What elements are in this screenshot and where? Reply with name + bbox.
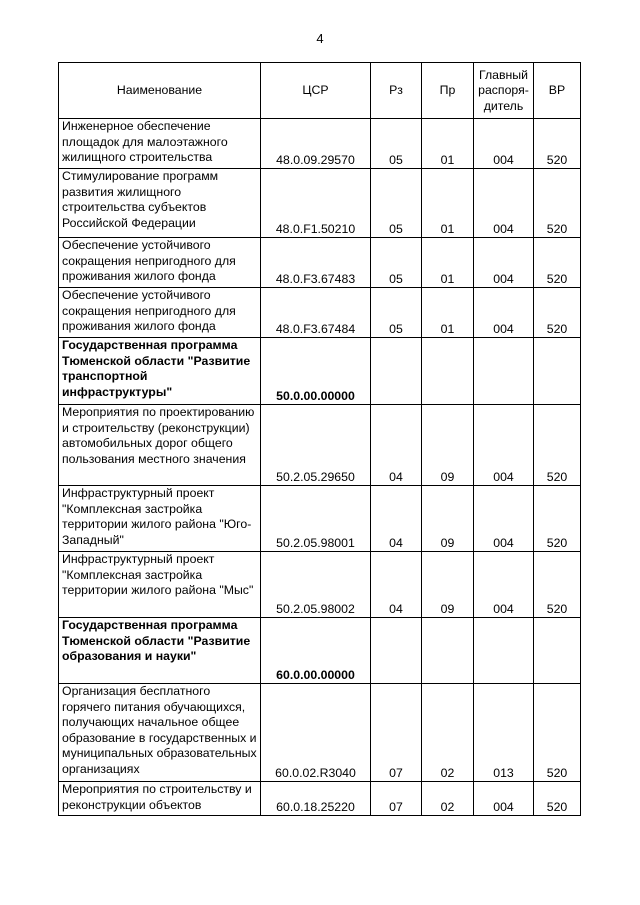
cell-pr bbox=[422, 618, 474, 684]
cell-vr: 520 bbox=[534, 288, 581, 338]
cell-csr: 50.2.05.29650 bbox=[261, 405, 371, 486]
table-row bbox=[59, 119, 581, 169]
cell-main-manager: 004 bbox=[474, 782, 534, 816]
cell-main-manager: 013 bbox=[474, 684, 534, 782]
cell-main-manager bbox=[474, 338, 534, 405]
cell-main-manager: 004 bbox=[474, 486, 534, 552]
cell-pr: 09 bbox=[422, 552, 474, 618]
cell-rz: 05 bbox=[371, 169, 422, 238]
cell-csr: 60.0.18.25220 bbox=[261, 782, 371, 816]
cell-name: Инфраструктурный проект "Комплексная застройка территории жилого района "Юго-Западный" bbox=[59, 486, 261, 552]
cell-csr: 50.2.05.98002 bbox=[261, 552, 371, 618]
cell-csr: 60.0.02.R3040 bbox=[261, 684, 371, 782]
cell-name: Организация бесплатного горячего питания обучающихся, получающих начальное общее образование в государственных и муниципальных образовательных организациях bbox=[59, 684, 261, 782]
cell-main-manager: 004 bbox=[474, 169, 534, 238]
cell-pr: 01 bbox=[422, 119, 474, 169]
cell-main-manager: 004 bbox=[474, 405, 534, 486]
header-csr: ЦСР bbox=[261, 63, 371, 119]
cell-main-manager: 004 bbox=[474, 238, 534, 288]
cell-rz: 05 bbox=[371, 288, 422, 338]
cell-vr: 520 bbox=[534, 486, 581, 552]
cell-csr: 50.2.05.98001 bbox=[261, 486, 371, 552]
cell-csr: 48.0.F3.67484 bbox=[261, 288, 371, 338]
cell-csr: 48.0.F1.50210 bbox=[261, 169, 371, 238]
table-row bbox=[59, 684, 581, 782]
cell-vr: 520 bbox=[534, 169, 581, 238]
cell-main-manager: 004 bbox=[474, 288, 534, 338]
cell-vr: 520 bbox=[534, 552, 581, 618]
budget-table bbox=[58, 62, 581, 816]
table-row bbox=[59, 552, 581, 618]
cell-rz: 04 bbox=[371, 405, 422, 486]
table-row bbox=[59, 238, 581, 288]
cell-csr: 48.0.F3.67483 bbox=[261, 238, 371, 288]
cell-pr: 02 bbox=[422, 782, 474, 816]
cell-main-manager bbox=[474, 618, 534, 684]
cell-rz bbox=[371, 618, 422, 684]
cell-name: Инфраструктурный проект "Комплексная застройка территории жилого района "Мыс" bbox=[59, 552, 261, 618]
table-row bbox=[59, 288, 581, 338]
cell-pr: 01 bbox=[422, 169, 474, 238]
cell-vr: 520 bbox=[534, 238, 581, 288]
table-row bbox=[59, 618, 581, 684]
cell-vr: 520 bbox=[534, 684, 581, 782]
cell-rz: 05 bbox=[371, 119, 422, 169]
page-number: 4 bbox=[316, 31, 324, 46]
table-row bbox=[59, 338, 581, 405]
cell-rz: 04 bbox=[371, 552, 422, 618]
cell-vr: 520 bbox=[534, 782, 581, 816]
cell-name: Обеспечение устойчивого сокращения непригодного для проживания жилого фонда bbox=[59, 288, 261, 338]
cell-pr bbox=[422, 338, 474, 405]
cell-pr: 09 bbox=[422, 486, 474, 552]
header-name: Наименование bbox=[59, 63, 261, 119]
cell-name: Государственная программа Тюменской области "Развитие транспортной инфраструктуры" bbox=[59, 338, 261, 405]
cell-vr: 520 bbox=[534, 119, 581, 169]
header-pr: Пр bbox=[422, 63, 474, 119]
cell-name: Государственная программа Тюменской области "Развитие образования и науки" bbox=[59, 618, 261, 684]
header-main-manager: Главный распоря-дитель bbox=[474, 63, 534, 119]
cell-name: Мероприятия по строительству и реконструкции объектов bbox=[59, 782, 261, 816]
cell-name: Стимулирование программ развития жилищного строительства субъектов Российской Федерации bbox=[59, 169, 261, 238]
cell-vr: 520 bbox=[534, 405, 581, 486]
cell-vr bbox=[534, 618, 581, 684]
cell-rz: 04 bbox=[371, 486, 422, 552]
table-row bbox=[59, 782, 581, 816]
cell-pr: 09 bbox=[422, 405, 474, 486]
cell-main-manager: 004 bbox=[474, 119, 534, 169]
header-row bbox=[59, 63, 581, 119]
cell-rz: 05 bbox=[371, 238, 422, 288]
table-row bbox=[59, 405, 581, 486]
cell-rz: 07 bbox=[371, 684, 422, 782]
cell-csr: 48.0.09.29570 bbox=[261, 119, 371, 169]
cell-csr: 60.0.00.00000 bbox=[261, 618, 371, 684]
cell-rz bbox=[371, 338, 422, 405]
cell-vr bbox=[534, 338, 581, 405]
cell-rz: 07 bbox=[371, 782, 422, 816]
cell-name: Обеспечение устойчивого сокращения непригодного для проживания жилого фонда bbox=[59, 238, 261, 288]
cell-csr: 50.0.00.00000 bbox=[261, 338, 371, 405]
cell-pr: 01 bbox=[422, 288, 474, 338]
table-row bbox=[59, 169, 581, 238]
cell-name: Мероприятия по проектированию и строительству (реконструкции) автомобильных дорог общего пользования местного значения bbox=[59, 405, 261, 486]
table-row bbox=[59, 486, 581, 552]
cell-main-manager: 004 bbox=[474, 552, 534, 618]
header-rz: Рз bbox=[371, 63, 422, 119]
cell-pr: 02 bbox=[422, 684, 474, 782]
header-vr: ВР bbox=[534, 63, 581, 119]
cell-name: Инженерное обеспечение площадок для малоэтажного жилищного строительства bbox=[59, 119, 261, 169]
cell-pr: 01 bbox=[422, 238, 474, 288]
